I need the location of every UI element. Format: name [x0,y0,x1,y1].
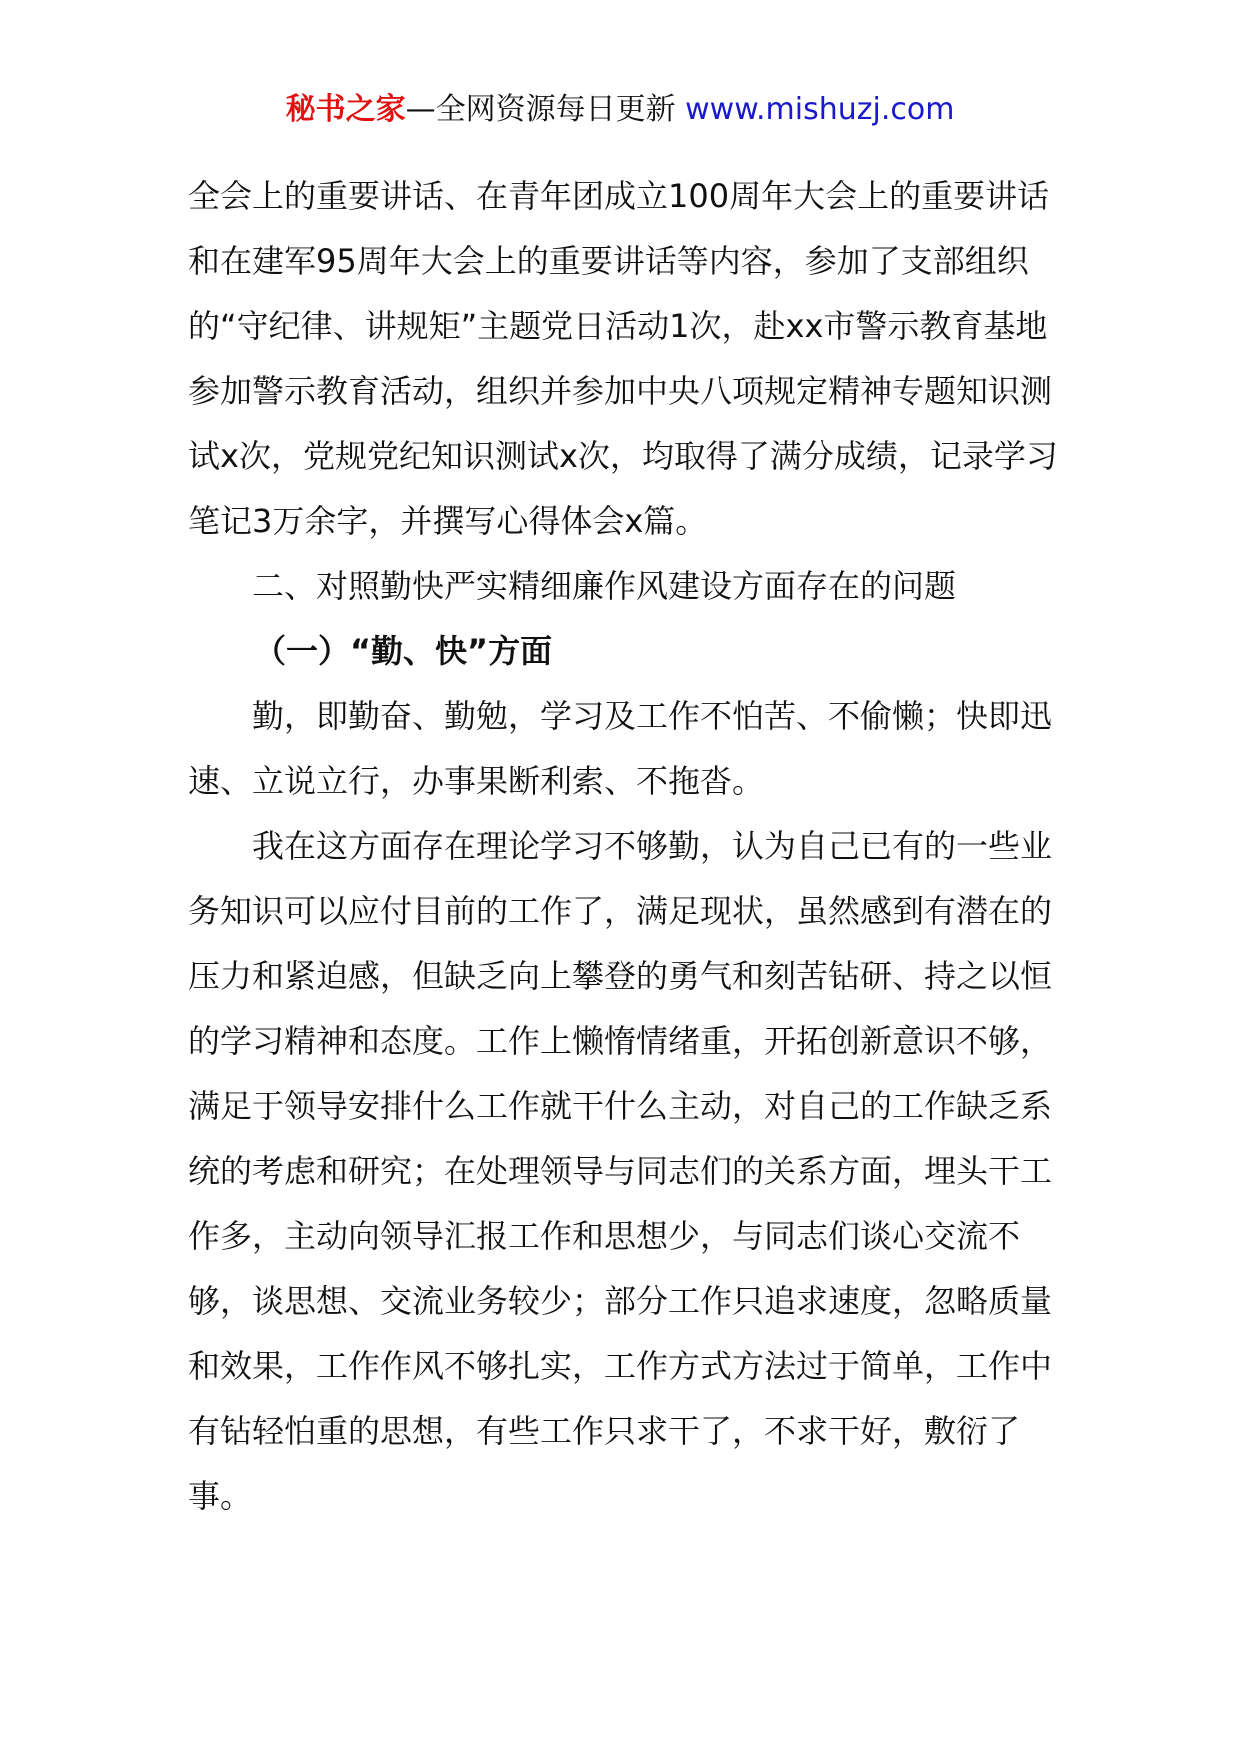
header-url-link[interactable]: www.mishuzj.com [685,92,955,127]
section-heading: 二、对照勤快严实精细廉作风建设方面存在的问题 [252,567,957,605]
paragraph-definition: 勤，即勤奋、勤勉，学习及工作不怕苦、不偷懒；快即迅速、立说立行，办事果断利索、不拖沓。 [188,697,1053,800]
page-header [0,88,1240,132]
document-body [188,164,1068,1529]
paragraph-self-review: 我在这方面存在理论学习不够勤，认为自己已有的一些业务知识可以应付目前的工作了，满足现状，虽然感到有潜在的压力和紧迫感，但缺乏向上攀登的勇气和刻苦钻研、持之以恒的学习精神和态度。工作上懒惰情绪重，开拓创新意识不够，满足于领导安排什么工作就干什么主动，对自己的工作缺乏系统的考虑和研究；在处理领导与同志们的关系方面，埋头干工作多，主动向领导汇报工作和思想少，与同志们谈心交流不够，谈思想、交流业务较少；部分工作只追求速度，忽略质量和效果，工作作风不够扎实，工作方式方法过于简单，工作中有钻轻怕重的思想，有些工作只求干了，不求干好，敷衍了事。 [188,827,1053,1515]
header-tagline: —全网资源每日更新 [405,92,686,127]
paragraph-continuation: 全会上的重要讲话、在青年团成立100周年大会上的重要讲话和在建军95周年大会上的重要讲话等内容，参加了支部组织的“守纪律、讲规矩”主题党日活动1次，赴xx市警示教育基地参加警示教育活动，组织并参加中央八项规定精神专题知识测试x次，党规党纪知识测试x次，均取得了满分成绩，记录学习笔记3万余字，并撰写心得体会x篇。 [188,177,1058,540]
header-brand: 秘书之家 [285,92,406,127]
subsection-heading: （一）“勤、快”方面 [254,632,553,670]
